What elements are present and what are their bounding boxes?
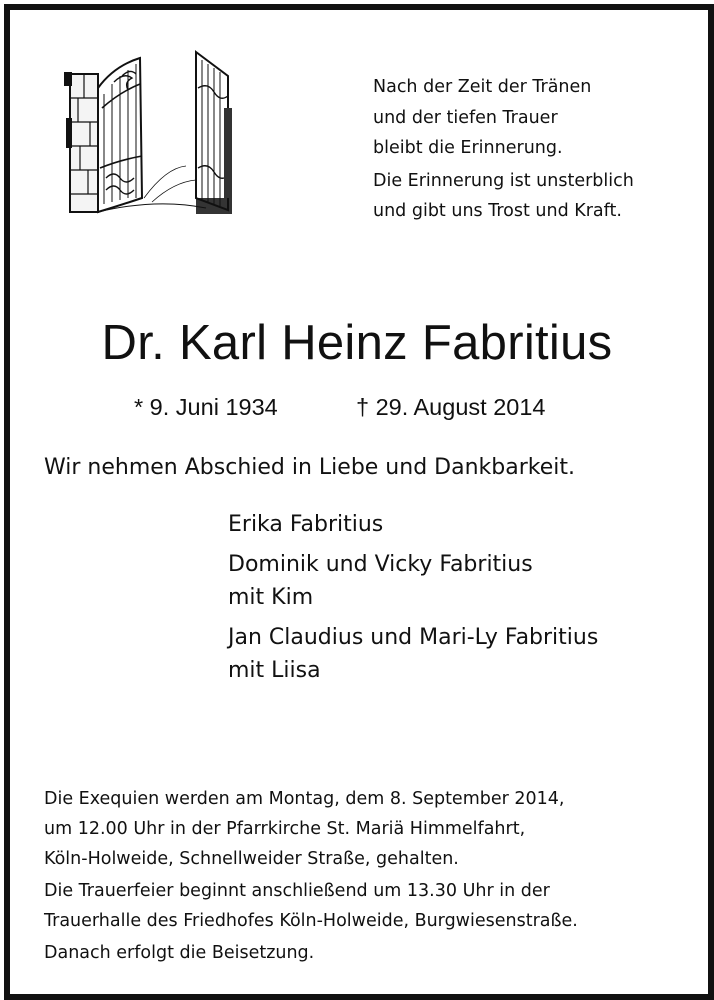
mourner-line: mit Liisa	[228, 658, 321, 683]
poem-line: und gibt uns Trost und Kraft.	[373, 201, 622, 221]
open-gate-illustration	[56, 48, 236, 218]
mourner-entry	[228, 621, 598, 687]
poem-stanza	[373, 72, 693, 164]
funeral-line: Köln-Holweide, Schnellweider Straße, gehalten.	[44, 849, 459, 869]
deceased-name: Dr. Karl Heinz Fabritius	[101, 316, 613, 370]
memorial-poem	[373, 72, 693, 227]
funeral-paragraph	[44, 876, 578, 936]
funeral-line: Die Trauerfeier beginnt anschließend um 13.30 Uhr in der	[44, 881, 550, 901]
funeral-line: um 12.00 Uhr in der Pfarrkirche St. Mariä Himmelfahrt,	[44, 819, 526, 839]
mourner-entry	[228, 548, 598, 614]
mourner-line: Erika Fabritius	[228, 512, 384, 537]
funeral-paragraph	[44, 784, 578, 874]
mourner-entry	[228, 508, 598, 541]
poem-line: bleibt die Erinnerung.	[373, 138, 563, 158]
funeral-paragraph	[44, 938, 578, 968]
birth-date: * 9. Juni 1934	[134, 394, 278, 420]
poem-line: Die Erinnerung ist unsterblich	[373, 170, 634, 191]
mourners-list	[228, 508, 598, 694]
funeral-line: Trauerhalle des Friedhofes Köln-Holweide, Burgwiesenstraße.	[44, 911, 578, 931]
poem-line: Nach der Zeit der Tränen	[373, 77, 592, 97]
farewell-statement: Wir nehmen Abschied in Liebe und Dankbarkeit.	[44, 455, 575, 480]
mourner-line: Dominik und Vicky Fabritius	[228, 552, 533, 577]
funeral-line: Die Exequien werden am Montag, dem 8. September 2014,	[44, 789, 565, 809]
funeral-details	[44, 784, 578, 970]
death-date: † 29. August 2014	[356, 394, 546, 420]
poem-line: und der tiefen Trauer	[373, 107, 558, 128]
mourner-line: mit Kim	[228, 585, 314, 610]
mourner-line: Jan Claudius und Mari-Ly Fabritius	[228, 625, 599, 650]
poem-stanza	[373, 166, 693, 227]
funeral-line: Danach erfolgt die Beisetzung.	[44, 943, 315, 963]
